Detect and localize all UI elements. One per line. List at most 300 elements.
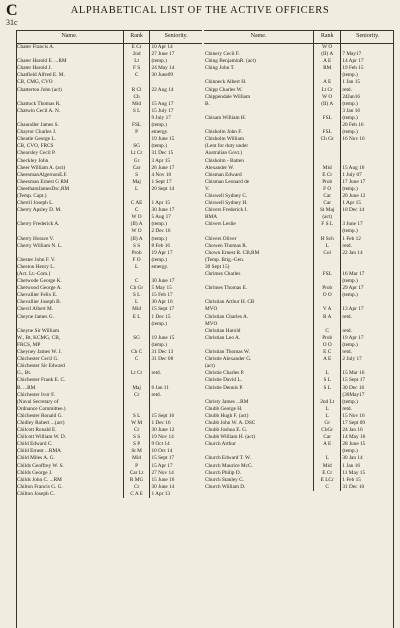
officer-name: Chippendale William	[205, 93, 251, 100]
officer-seniority	[341, 150, 394, 157]
officer-name	[16, 214, 123, 221]
officer-rank: Gr	[314, 420, 341, 427]
officer-rank: Car	[314, 200, 341, 207]
table-row	[16, 370, 202, 377]
officer-name: (Act. Lt.-Com.)	[17, 271, 51, 277]
table-row	[204, 420, 394, 427]
officer-seniority: 15 Aug 17	[151, 100, 174, 107]
officer-name: Chichester Ronald G.	[17, 412, 63, 419]
officer-name: Church Maurice McC.	[205, 462, 253, 469]
officer-name: Chevallier Joseph B.	[17, 299, 61, 306]
table-row	[16, 65, 202, 72]
officer-seniority: 19 Apr 17	[151, 249, 173, 256]
officer-rank: F O	[123, 257, 150, 264]
officer-seniority: 28 June 15	[342, 441, 366, 448]
table-row	[204, 299, 394, 306]
officer-seniority: 6 Jan 11	[151, 384, 169, 391]
officer-seniority: 30 Jan 14	[342, 455, 363, 462]
table-row	[16, 115, 202, 122]
table-row	[16, 243, 202, 250]
officer-seniority: 17 June 17	[342, 178, 366, 185]
officer-seniority: 9 Oct 14	[151, 441, 170, 448]
table-row	[16, 385, 202, 392]
officer-rank: S P	[123, 441, 150, 448]
table-row	[204, 257, 394, 264]
officer-seniority	[150, 363, 202, 370]
officer-name: V.	[205, 185, 210, 192]
officer-name	[16, 321, 123, 328]
table-row	[16, 306, 202, 313]
officer-seniority: 30 June 17	[151, 278, 175, 285]
officer-seniority: 8 Feb 16	[151, 242, 170, 249]
officer-rank: R Cl	[123, 87, 150, 94]
officer-rank: S S	[123, 243, 150, 250]
officer-rank: (II) A	[314, 101, 341, 108]
officer-rank: S L	[123, 108, 150, 115]
table-row	[204, 250, 394, 257]
officer-name: Cheesman Ernest G RM	[17, 178, 69, 185]
officer-rank: FSL	[314, 115, 341, 122]
officer-name: Cheyne Sir William	[17, 327, 60, 334]
officer-list-right	[204, 44, 394, 491]
officer-name: Chetwood George A.	[17, 285, 62, 292]
officer-seniority: 3 Apr 15	[151, 157, 170, 164]
officer-name: Christian Leo A.	[205, 334, 241, 341]
officer-name: Christie Alexander G.	[205, 356, 252, 363]
table-row	[204, 236, 394, 243]
officer-name: FRCS, MP	[17, 341, 41, 348]
officer-rank: Ch Gr	[123, 285, 150, 292]
officer-name: B.	[205, 100, 210, 107]
table-row	[16, 463, 202, 470]
officer-rank: Col	[314, 250, 341, 257]
officer-seniority: (temp.)	[342, 100, 358, 107]
officer-seniority: (temp.)	[151, 221, 167, 228]
officer-rank: (II) A	[314, 51, 341, 58]
officer-rank: (II) A	[123, 221, 150, 228]
officer-seniority: (temp.)	[342, 129, 358, 136]
officer-name: Chilcott Ronald E.	[17, 427, 57, 434]
officer-name	[204, 108, 314, 115]
officer-rank: E Cr	[314, 470, 341, 477]
page-title: ALPHABETICAL LIST OF THE ACTIVE OFFICERS	[70, 5, 330, 16]
table-row	[204, 321, 394, 328]
officer-rank	[314, 257, 341, 264]
officer-name: (Temp. Brig.-Gen.	[205, 256, 245, 263]
officer-name: Childs George J.	[17, 469, 53, 476]
officer-seniority	[341, 363, 394, 370]
officer-rank: E L	[123, 314, 150, 321]
officer-name: Chattock Thomas R.	[17, 100, 61, 107]
officer-rank: Ch	[123, 94, 150, 101]
officer-seniority: (temp.)	[342, 114, 358, 121]
officer-seniority: 1 Sept 17	[151, 178, 172, 185]
officer-name: Chaytor Charles J.	[17, 129, 57, 136]
table-row	[204, 193, 394, 200]
officer-rank: Car Lt	[123, 470, 150, 477]
officer-seniority: 30 Dec 16	[342, 384, 365, 391]
officer-rank: (act)	[314, 214, 341, 221]
column-header-seniority: Seniority.	[150, 31, 202, 44]
officer-seniority: 7 May17	[342, 51, 362, 58]
table-row	[16, 193, 202, 200]
table-row	[16, 349, 202, 356]
officer-seniority: 30 June 12	[151, 427, 175, 434]
table-row	[16, 434, 202, 441]
officer-rank: Car	[123, 165, 150, 172]
officer-rank: P	[123, 463, 150, 470]
officer-seniority: 22 Jan 14	[342, 249, 363, 256]
officer-seniority: 10 Oct 14	[151, 448, 173, 455]
officer-seniority: 15 Aug 16	[342, 164, 365, 171]
officer-rank	[314, 143, 341, 150]
table-row	[204, 470, 394, 477]
table-row	[204, 455, 394, 462]
officer-name	[204, 342, 314, 349]
officer-rank: S	[123, 172, 150, 179]
officer-seniority: 3 Jan 16	[342, 107, 360, 114]
officer-name	[204, 278, 314, 285]
table-row	[204, 243, 394, 250]
officer-rank: 2nd	[123, 51, 150, 58]
officer-rank: L	[314, 455, 341, 462]
officer-rank: L	[123, 299, 150, 306]
officer-rank: C AE	[123, 200, 150, 207]
officer-seniority: 31 Dec 15	[151, 150, 174, 157]
officer-rank	[123, 377, 150, 384]
officer-seniority: (temp.)	[151, 320, 167, 327]
officer-rank: E Cr	[123, 44, 150, 52]
officer-name: Chaundler James S.	[17, 122, 59, 129]
table-row	[16, 392, 202, 399]
officer-seniority: 4 Nov 10	[151, 171, 172, 178]
table-row	[204, 335, 394, 342]
table-row	[16, 72, 202, 79]
officer-seniority: 1 Apr 15	[151, 200, 170, 207]
table-row	[204, 292, 394, 299]
table-row	[16, 399, 202, 406]
officer-rank: L	[314, 243, 341, 250]
officer-seniority: 31 Dec 10	[342, 483, 365, 490]
officer-seniority: (temp.)	[342, 72, 358, 79]
officer-rank: F S	[123, 65, 150, 72]
officer-seniority: 15 Apr 17	[151, 462, 173, 469]
officer-rank: W O	[123, 228, 150, 235]
officer-rank: C	[123, 356, 150, 363]
table-row	[16, 122, 202, 129]
officer-rank: Maj	[123, 179, 150, 186]
officer-seniority: 5 Aug 17	[151, 214, 171, 221]
officer-seniority: retd.	[151, 370, 162, 377]
officer-rank: ChGr	[314, 427, 341, 434]
table-row	[16, 79, 202, 86]
officer-name: Cherry Frederick A.	[17, 221, 60, 228]
officer-name: Church Stanley C.	[205, 476, 244, 483]
officer-seniority: 1 Feb 12	[342, 235, 361, 242]
officer-rank: Ch C	[123, 349, 150, 356]
table-row	[204, 328, 394, 335]
officer-rank: Lt Cr	[123, 150, 150, 157]
table-row	[204, 65, 394, 72]
table-row	[16, 186, 202, 193]
officer-name: G., Bt.	[17, 370, 32, 377]
officer-table-left	[16, 30, 202, 498]
officer-seniority: 30 June 14	[151, 483, 175, 490]
officer-name: Chubb John W. A. DSC	[205, 419, 256, 426]
officer-seniority: 19 June 15	[151, 334, 175, 341]
officer-rank: O O	[314, 292, 341, 299]
table-row	[204, 136, 394, 143]
officer-rank: S L	[123, 413, 150, 420]
officer-name: (Naval Secretary of	[17, 398, 59, 405]
officer-seniority: (temp.)	[342, 292, 358, 299]
officer-name: Chrimes Charles	[205, 271, 241, 277]
officer-rank	[314, 158, 341, 165]
officer-seniority: emergy.	[151, 129, 169, 136]
table-row	[204, 158, 394, 165]
officer-name: RMA	[205, 214, 218, 221]
officer-name	[204, 448, 314, 455]
table-row	[204, 448, 394, 455]
table-row	[16, 101, 202, 108]
officer-name: Chisam William H.	[205, 114, 247, 121]
officer-seniority	[150, 79, 202, 86]
officer-rank: S L	[123, 292, 150, 299]
officer-list-left	[16, 44, 202, 499]
officer-rank: F S L	[314, 221, 341, 228]
officer-seniority	[341, 299, 394, 306]
officer-seniority: 15 Sept 17	[151, 306, 175, 313]
table-row	[16, 136, 202, 143]
officer-rank: Prob	[123, 250, 150, 257]
officer-name: Church Arthur	[205, 441, 236, 448]
officer-seniority: 1 Apr 13	[151, 490, 170, 497]
officer-name: Chubb Joshua E. G.	[205, 427, 248, 434]
table-row	[204, 441, 394, 448]
officer-seniority	[341, 257, 394, 264]
table-row	[16, 129, 202, 136]
officer-rank	[314, 392, 341, 399]
officer-seniority: retd.	[342, 242, 352, 249]
officer-name: Chisholm William	[205, 136, 244, 143]
officer-seniority: 1 Jan 16	[342, 462, 360, 469]
officer-name: Chisholm - Batten	[205, 157, 244, 164]
officer-rank: L	[123, 264, 150, 271]
table-row	[16, 278, 202, 285]
officer-rank: C A E	[123, 491, 150, 498]
page-header	[0, 0, 400, 27]
officer-name: Chilcott William W. D.	[17, 434, 66, 441]
officer-seniority: retd.	[151, 391, 162, 398]
officer-rank: Lt Cr	[123, 370, 150, 377]
officer-name: Chester John F. V.	[17, 256, 56, 263]
officer-rank	[123, 399, 150, 406]
officer-seniority	[341, 44, 394, 52]
table-row	[16, 58, 202, 65]
officer-name: Chater Harold E. ...RM	[17, 58, 67, 65]
table-row	[204, 200, 394, 207]
officer-seniority	[150, 406, 202, 413]
officer-seniority	[150, 94, 202, 101]
officer-name: Chilton Joseph C.	[17, 490, 55, 497]
column-header-name: Name.	[16, 31, 123, 44]
officer-name: W., Bt, KCMG, CB,	[17, 334, 61, 341]
officer-rank: RM	[314, 65, 341, 72]
table-row	[16, 51, 202, 58]
table-row	[204, 342, 394, 349]
officer-seniority: 15 Sept 17	[151, 455, 175, 462]
section-letter: C	[6, 2, 18, 19]
officer-seniority: 24 May 14	[151, 65, 175, 72]
officer-rank	[314, 363, 341, 370]
officer-rank: W O	[123, 214, 150, 221]
officer-seniority: (temp.)	[151, 58, 167, 65]
officer-name: Church Philip D.	[205, 469, 242, 476]
officer-rank: Lt	[123, 58, 150, 65]
officer-name: Chubb Hugh F. (act)	[205, 412, 249, 419]
table-row	[16, 228, 202, 235]
officer-name: B. ...RM	[17, 384, 36, 391]
table-row	[16, 363, 202, 370]
officer-seniority: 1 July 07	[342, 171, 362, 178]
officer-seniority: 1 Dec 16	[151, 419, 171, 426]
officer-name: Child Edward C.	[17, 441, 53, 448]
officer-seniority: (temp.)	[151, 122, 167, 129]
table-row	[204, 406, 394, 413]
table-row	[16, 406, 202, 413]
table-row	[16, 200, 202, 207]
table-row	[204, 477, 394, 484]
officer-seniority: (temp.)	[342, 278, 358, 285]
officer-name: Chisholm John F.	[205, 129, 243, 136]
officer-rank: (II) A	[123, 236, 150, 243]
table-row	[16, 491, 202, 498]
table-row	[16, 221, 202, 228]
officer-rank: L	[123, 186, 150, 193]
officer-seniority: retd.	[342, 313, 352, 320]
table-row	[204, 186, 394, 193]
column-header-seniority: Seniority.	[341, 31, 394, 44]
officer-rank	[123, 328, 150, 335]
officer-seniority: retd.	[342, 86, 352, 93]
table-row	[204, 79, 394, 86]
officer-name: Child Miles A. G.	[17, 455, 55, 462]
officer-name: (Lent for duty under	[205, 143, 249, 150]
officer-name: 30 Sept 15)	[205, 263, 230, 270]
table-row	[204, 285, 394, 292]
officer-seniority: retd.	[342, 349, 352, 356]
table-row	[204, 221, 394, 228]
officer-seniority: 14 Apr 17	[342, 58, 364, 65]
table-row	[16, 165, 202, 172]
table-row	[16, 342, 202, 349]
officer-rank	[123, 406, 150, 413]
officer-seniority: 30 Apr 16	[151, 299, 173, 306]
officer-rank: L	[314, 413, 341, 420]
table-row	[16, 143, 202, 150]
officer-seniority: 15 Mar 16	[342, 370, 365, 377]
table-row	[16, 257, 202, 264]
officer-name: Chatterton John (act)	[17, 86, 62, 93]
table-row	[16, 427, 202, 434]
officer-rank	[123, 115, 150, 122]
officer-rank: V A	[314, 306, 341, 313]
officer-seniority: 10 Dec 14	[342, 207, 365, 214]
officer-rank: C	[123, 72, 150, 79]
officer-rank: S S	[123, 434, 150, 441]
table-row	[204, 228, 394, 235]
officer-seniority	[150, 399, 202, 406]
officer-name: Chater Francis A.	[17, 44, 55, 50]
officer-seniority: (temp.)	[151, 341, 167, 348]
officer-name: Alexander W.	[205, 164, 235, 171]
officer-seniority: 15 Sept 17	[342, 377, 366, 384]
officer-seniority: emergy.	[151, 263, 169, 270]
officer-seniority: 20 June 12	[342, 192, 366, 199]
officer-seniority: 9 July 17	[151, 114, 171, 121]
table-row	[204, 214, 394, 221]
officer-seniority: 1 Apr 15	[342, 200, 361, 207]
officer-name: Ching John T.	[205, 65, 235, 72]
table-row	[16, 292, 202, 299]
officer-name: Chrimes Thomas E.	[205, 285, 248, 292]
officer-name: Chinery Cecil F.	[205, 51, 240, 58]
officer-seniority	[341, 264, 394, 271]
officer-name: Chiswell Sydney C.	[205, 192, 248, 199]
officer-seniority: 17 Sept 09	[342, 419, 366, 426]
officer-rank: FSL	[123, 122, 150, 129]
officer-rank: A E	[314, 356, 341, 363]
table-row	[204, 306, 394, 313]
table-row	[16, 299, 202, 306]
table-row	[16, 207, 202, 214]
officer-rank	[314, 299, 341, 306]
table-row	[16, 179, 202, 186]
table-row	[16, 250, 202, 257]
officer-name: Cherry Apsley D. M.	[17, 207, 62, 214]
officer-seniority: 24Jan16	[342, 93, 360, 100]
table-row	[16, 314, 202, 321]
officer-name: Cherry Horace V.	[17, 235, 55, 242]
table-row	[204, 413, 394, 420]
table-row	[16, 470, 202, 477]
officer-seniority: (temp.)	[151, 235, 167, 242]
page-number: 31c	[6, 18, 18, 27]
officer-seniority: (temp.)	[342, 398, 358, 405]
officer-rank: Prob	[314, 285, 341, 292]
officer-name: Christian Harold	[205, 327, 241, 334]
officer-rank	[314, 228, 341, 235]
officer-name: Cherril Joseph L.	[17, 200, 54, 207]
officer-name: Chatfield Alfred E. M.	[17, 72, 65, 79]
officer-name: Chinneck Albert H.	[205, 79, 247, 86]
officer-name: Christie David L.	[205, 377, 242, 384]
table-row	[16, 377, 202, 384]
officer-seniority: 2 July 17	[342, 356, 362, 363]
officer-seniority: retd.	[342, 327, 352, 334]
table-row	[204, 370, 394, 377]
officer-name: Chearsley Cecil P.	[17, 150, 56, 157]
officer-name: MVO	[205, 320, 218, 327]
table-row	[204, 179, 394, 186]
officer-rank	[123, 321, 150, 328]
officer-name	[204, 44, 314, 52]
officer-rank: Ch Gr	[314, 136, 341, 143]
officer-name	[204, 72, 314, 79]
table-row	[204, 150, 394, 157]
officer-rank: E C	[314, 349, 341, 356]
officer-seniority: 16 Nov 16	[342, 136, 365, 143]
